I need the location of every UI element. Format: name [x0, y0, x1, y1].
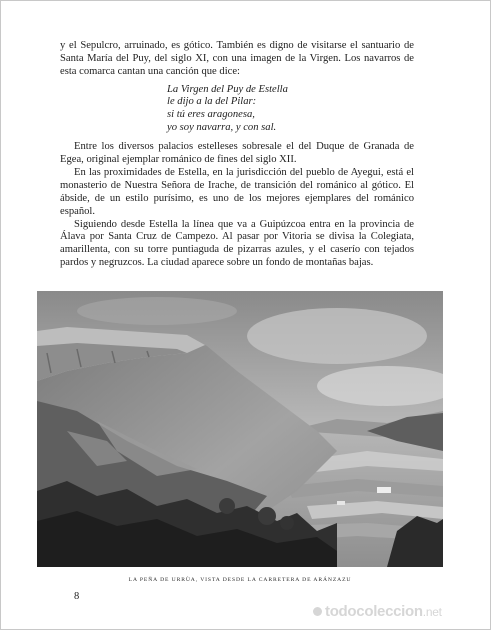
- verse-line: La Virgen del Puy de Estella: [167, 83, 288, 95]
- paragraph-2: Entre los diversos palacios estelleses sobresale el del Duque de Granada de Egea, original ejemplar románico de fines del siglo XII.: [60, 141, 414, 165]
- page-number: 8: [74, 591, 80, 602]
- paragraph-3: En las proximidades de Estella, en la jurisdicción del pueblo de Ayegui, está el monasterio de Nuestra Señora de Irache, de transición del románico al gótico. El ábside, de un estilo purísimo, es uno de los mejores ejemplares del románico español.: [60, 166, 414, 217]
- verse-line: yo soy navarra, y con sal.: [167, 121, 277, 133]
- song-verse: [167, 84, 414, 134]
- verse-line: le dijo a la del Pilar:: [167, 96, 257, 108]
- watermark-logo: [313, 603, 442, 620]
- paragraph-1: y el Sepulcro, arruinado, es gótico. También es digno de visitarse el santuario de Santa María del Puy, del siglo XI, con una imagen de la Virgen. Los navarros de esta comarca cantan una canción que dice:: [60, 40, 414, 77]
- watermark-dot-icon: [313, 607, 322, 616]
- landscape-photo: [37, 291, 443, 567]
- body-text: [60, 40, 414, 270]
- paragraph-4: Siguiendo desde Estella la línea que va a Guipúzcoa entra en la provincia de Álava por Santa Cruz de Campezo. Al pasar por Vitoria se divisa la Colegiata, amarillenta, con su torre puntiaguda de pizarras azules, y el caserío con tejados pardos y negruzcos. La ciudad aparece sobre un fondo de montañas bajas.: [60, 218, 414, 269]
- watermark-text: todocoleccion: [325, 603, 423, 620]
- photo-caption: LA PEÑA DE URRÙA, VISTA DESDE LA CARRETERA DE ARÁNZAZU: [128, 577, 352, 583]
- watermark-suffix: .net: [422, 605, 442, 619]
- verse-line: si tú eres aragonesa,: [167, 108, 255, 120]
